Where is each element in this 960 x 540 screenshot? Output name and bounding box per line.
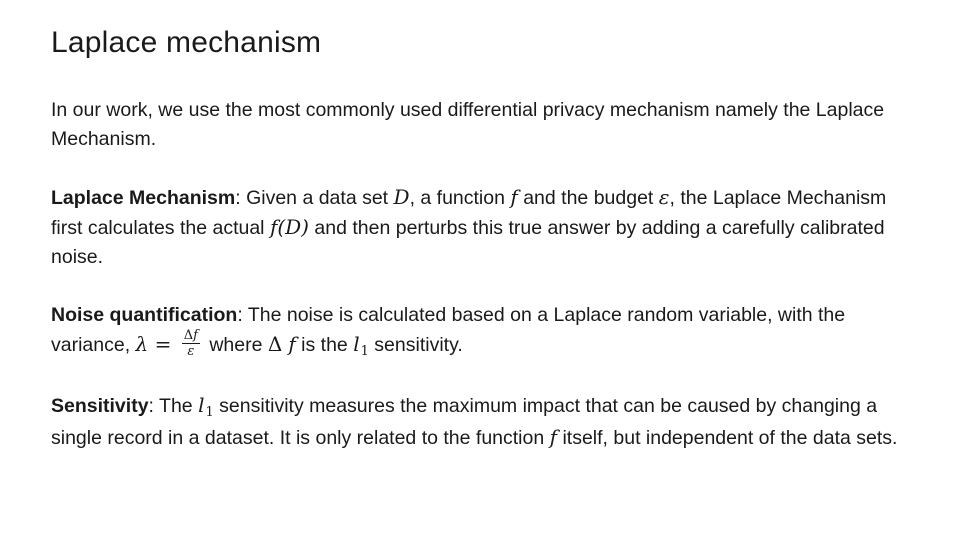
symbol-l: l bbox=[198, 393, 205, 417]
symbol-l-subscript: 1 bbox=[205, 405, 214, 420]
fraction-numerator bbox=[182, 328, 200, 344]
noise-text-2: where bbox=[203, 334, 268, 356]
symbol-l: l bbox=[353, 332, 360, 356]
mechanism-text-4: , the Laplace Mechanism first calculates the actual bbox=[51, 187, 887, 239]
symbol-epsilon: ε bbox=[658, 185, 670, 209]
mechanism-text-1: : Given a data set bbox=[235, 187, 394, 209]
symbol-f: f bbox=[549, 425, 558, 449]
intro-paragraph: In our work, we use the most commonly used differential privacy mechanism namely the Laplace Mechanism. bbox=[51, 99, 885, 150]
numerator-f: f bbox=[193, 328, 198, 344]
symbol-l1 bbox=[198, 393, 214, 420]
symbol-f: f bbox=[288, 332, 296, 356]
denominator-epsilon: ε bbox=[187, 344, 195, 360]
symbol-D: D bbox=[393, 185, 410, 209]
sensitivity-paragraph bbox=[51, 391, 911, 453]
noise-paragraph bbox=[51, 301, 911, 362]
symbol-lambda: λ bbox=[135, 332, 149, 356]
sensitivity-text-1: : The bbox=[148, 395, 199, 417]
sensitivity-label: Sensitivity bbox=[51, 395, 149, 417]
mechanism-text-2: , a function bbox=[409, 187, 511, 209]
symbol-delta: Δ bbox=[267, 332, 283, 356]
mechanism-text-5: and then perturbs this true answer by adding a carefully calibrated noise. bbox=[51, 217, 885, 268]
noise-text-3: is the bbox=[295, 334, 354, 356]
equals-sign: = bbox=[148, 332, 178, 356]
noise-label: Noise quantification bbox=[51, 304, 238, 326]
noise-text-4: sensitivity. bbox=[368, 334, 463, 356]
numerator-delta: Δ bbox=[183, 328, 194, 344]
fraction-delta-f-over-epsilon bbox=[182, 328, 200, 359]
symbol-f-of-D: f(D) bbox=[269, 215, 309, 239]
symbol-f: f bbox=[510, 185, 518, 209]
fraction-denominator bbox=[187, 344, 194, 359]
sensitivity-text-3: itself, but independent of the data sets. bbox=[557, 427, 898, 449]
mechanism-text-3: and the budget bbox=[517, 187, 659, 209]
symbol-l-subscript: 1 bbox=[360, 344, 369, 359]
symbol-l1 bbox=[353, 332, 369, 359]
mechanism-paragraph bbox=[51, 183, 911, 272]
noise-text-1: : The noise is calculated based on a Laplace random variable, with the variance, bbox=[51, 304, 846, 356]
slide-body bbox=[51, 96, 911, 482]
mechanism-label: Laplace Mechanism bbox=[51, 187, 236, 209]
slide-title: Laplace mechanism bbox=[51, 26, 322, 59]
sensitivity-text-2: sensitivity measures the maximum impact that can be caused by changing a single record in a dataset. It is only related to the function bbox=[51, 395, 878, 449]
